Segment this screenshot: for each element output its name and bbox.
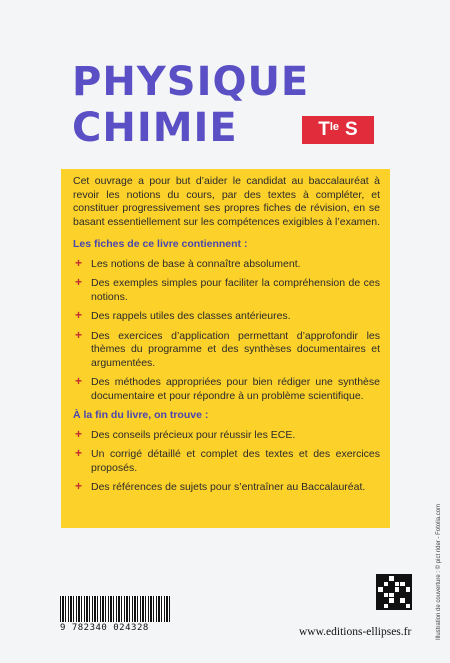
plus-icon: + bbox=[75, 426, 83, 441]
publisher-website[interactable]: www.editions-ellipses.fr bbox=[299, 626, 412, 638]
qr-code-icon bbox=[376, 574, 412, 610]
list-item: + Des méthodes appropriées pour bien rédiger une synthèse documentaire et pour répondre à un problème scientifique. bbox=[75, 374, 380, 402]
barcode-icon bbox=[60, 596, 170, 622]
summary-panel bbox=[61, 169, 390, 528]
isbn-number: 9 782340 024328 bbox=[60, 623, 149, 633]
plus-icon: + bbox=[75, 446, 83, 460]
list-item: + Des rappels utiles des classes antérieures. bbox=[75, 308, 291, 322]
section2-list bbox=[73, 426, 380, 495]
plus-icon: + bbox=[75, 479, 83, 493]
list-item: + Les notions de base à connaître absolument. bbox=[75, 255, 301, 270]
plus-icon: + bbox=[75, 374, 83, 388]
title-chimie: CHIMIE bbox=[72, 105, 238, 151]
list-item: + Des exemples simples pour faciliter la compréhension de ces notions. bbox=[75, 275, 380, 303]
section1-list bbox=[73, 255, 380, 404]
title-physique: PHYSIQUE bbox=[72, 59, 310, 105]
intro-text: Cet ouvrage a pour but d’aider le candidat au baccalauréat à revoir les notions du cours, par des textes à compléter, et constituer progressivement ses propres fiches de révision, en se basant essentiellement sur les compétences exigibles à l’examen. bbox=[73, 175, 380, 228]
plus-icon: + bbox=[75, 308, 83, 322]
section1-heading: Les fiches de ce livre contiennent : bbox=[73, 238, 248, 250]
level-suffix: S bbox=[345, 119, 358, 140]
level-sup: le bbox=[329, 121, 340, 133]
cover-credit: Illustration de couverture : © pict rider - Fotolia.com bbox=[436, 503, 442, 640]
section2-heading: À la fin du livre, on trouve : bbox=[73, 409, 209, 421]
list-item: + Des exercices d’application permettant d’approfondir les thèmes du programme et des synthèses documentaires et argumentées. bbox=[75, 327, 380, 369]
list-item: + Un corrigé détaillé et complet des textes et des exercices proposés. bbox=[75, 446, 380, 474]
plus-icon: + bbox=[75, 255, 83, 270]
level-main: T bbox=[318, 119, 330, 140]
plus-icon: + bbox=[75, 327, 83, 342]
level-badge bbox=[302, 116, 374, 144]
plus-icon: + bbox=[75, 275, 83, 289]
list-item: + Des conseils précieux pour réussir les ECE. bbox=[75, 426, 296, 441]
list-item: + Des références de sujets pour s’entraîner au Baccalauréat. bbox=[75, 479, 366, 493]
